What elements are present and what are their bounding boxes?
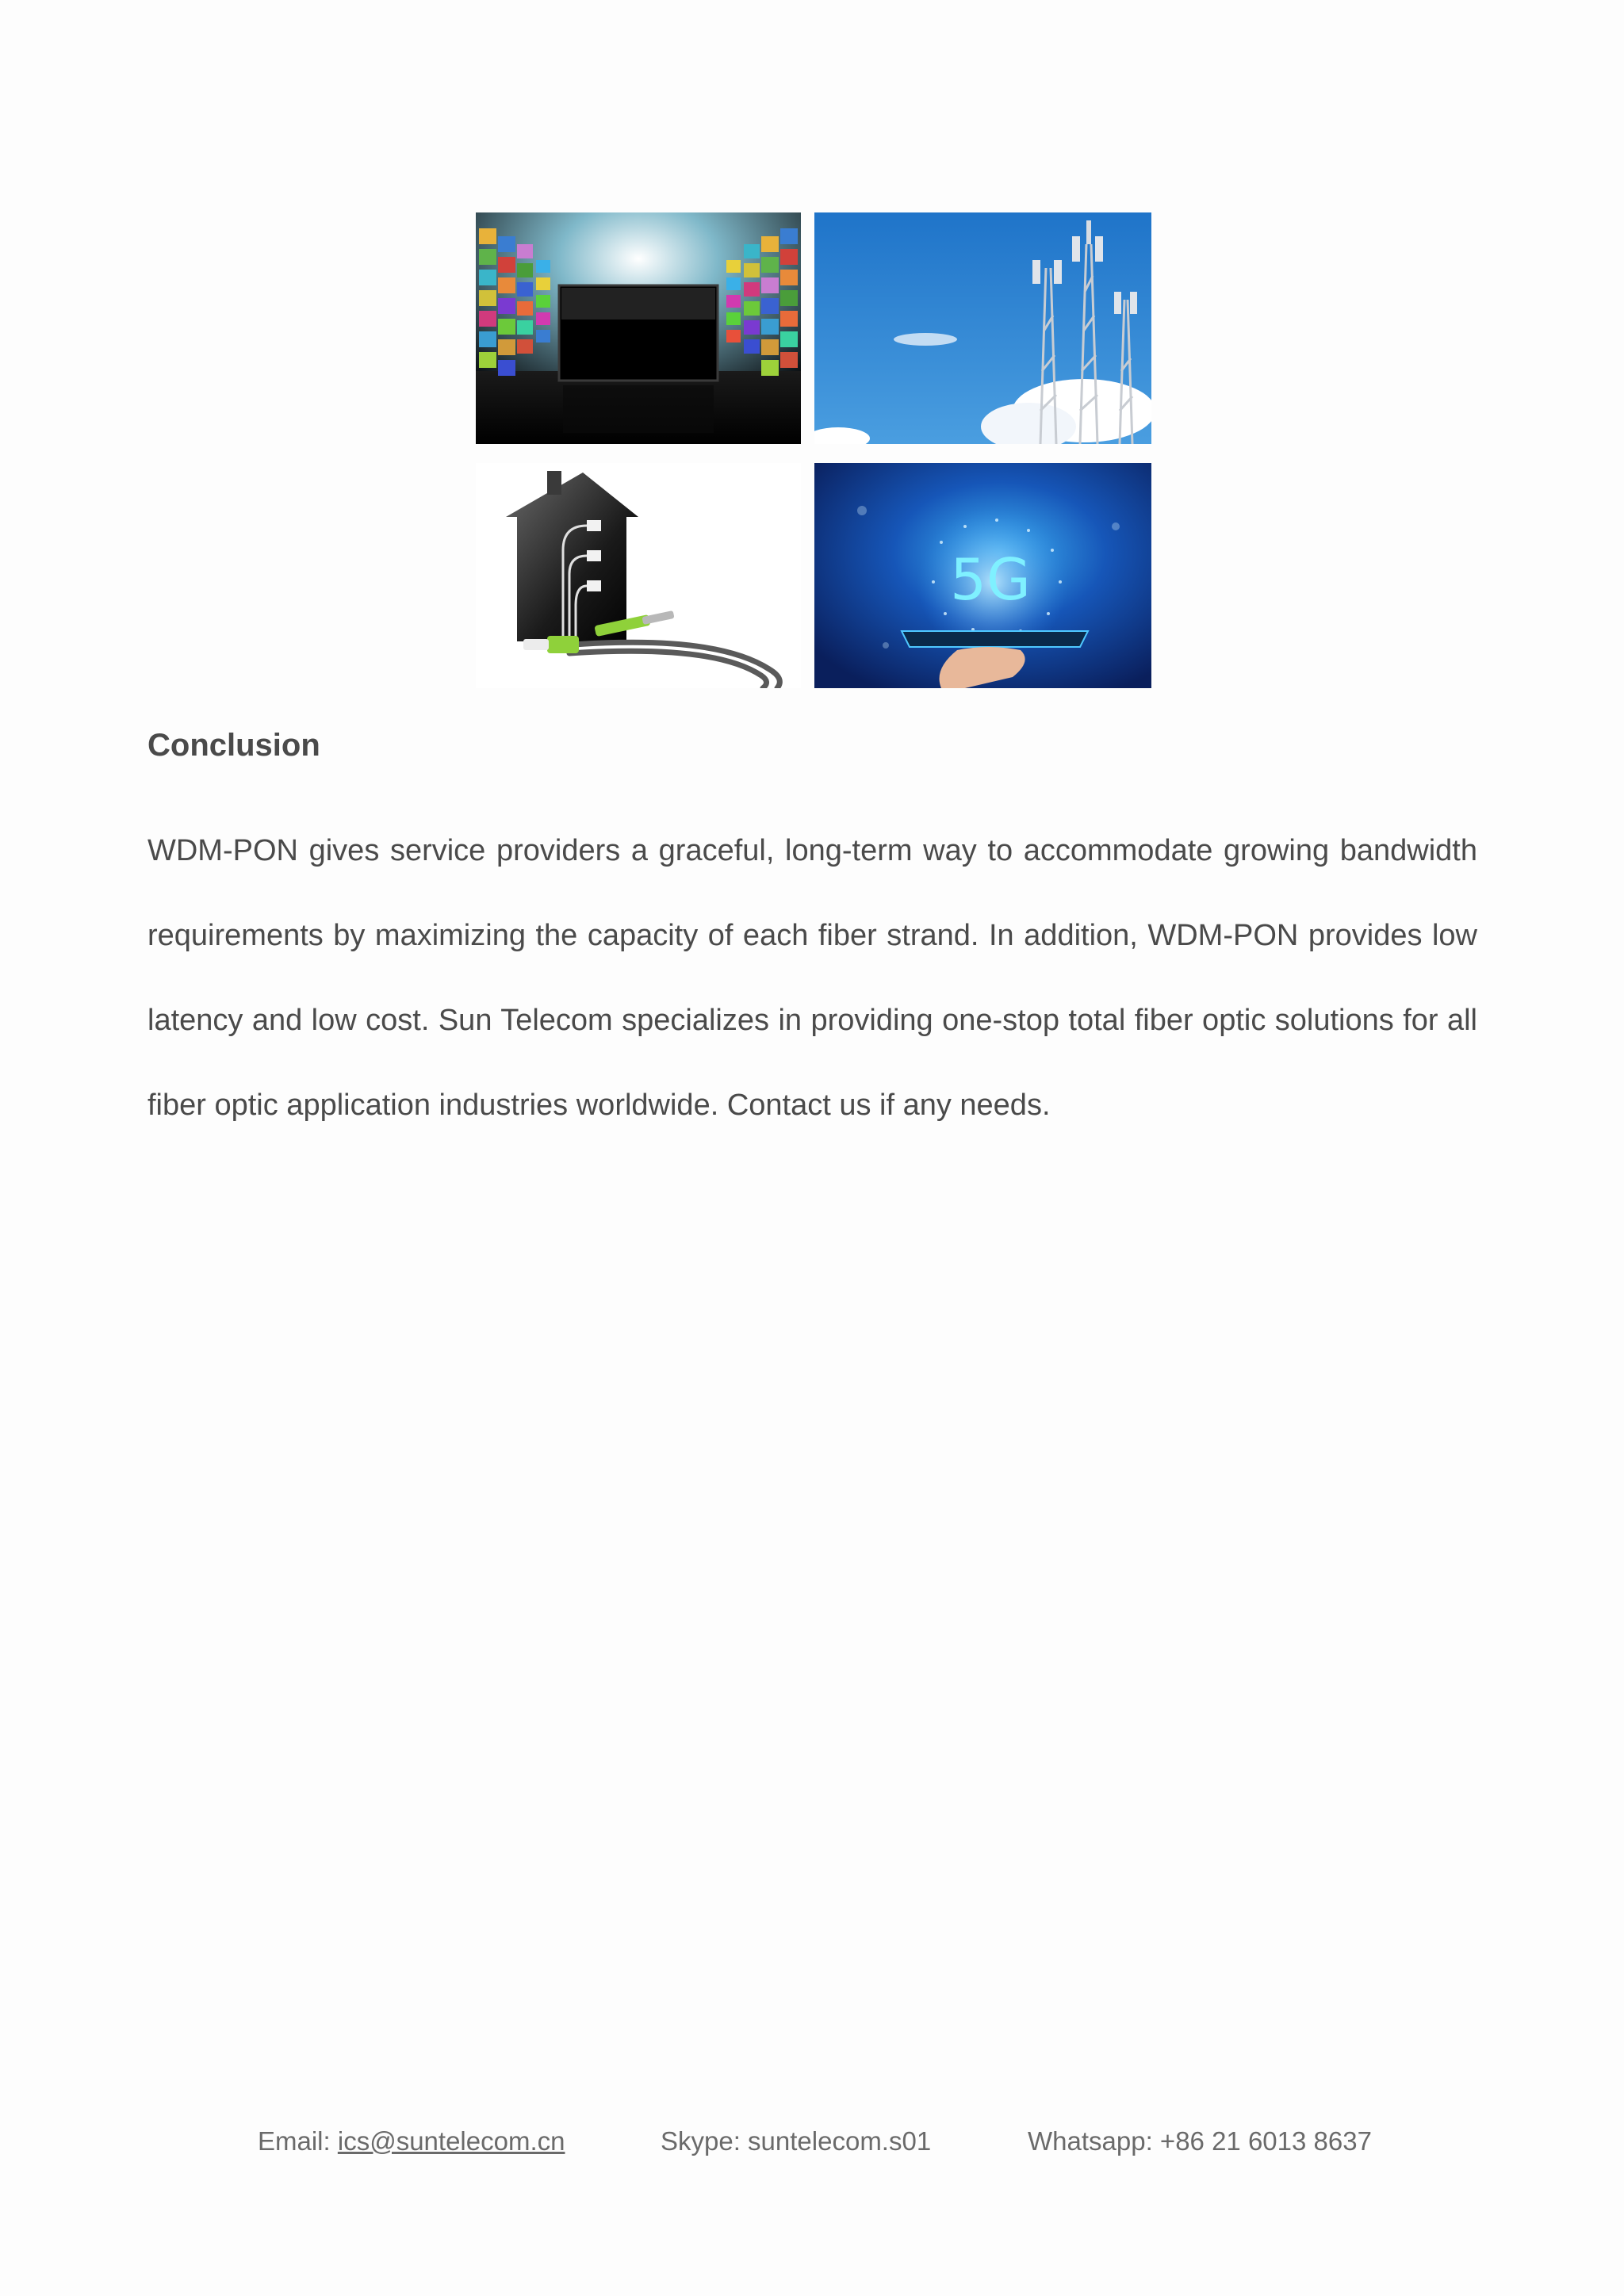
section-heading: Conclusion xyxy=(147,728,320,763)
conclusion-paragraph: WDM-PON gives service providers a graceful, long-term way to accommodate growing bandwidth requirements by maximizing the capacity of each fiber strand. In addition, WDM-PON provides low latency and low cost. Sun Telecom specializes in providing one-stop total fiber optic solutions for all fiber optic application industries worldwide. Contact us if any needs. xyxy=(147,834,1477,1122)
footer-skype: Skype: suntelecom.s01 xyxy=(661,2126,932,2156)
footer-email xyxy=(258,2126,565,2156)
fiber-house-image xyxy=(476,463,801,688)
email-link[interactable]: ics@suntelecom.cn xyxy=(337,2126,565,2156)
cell-tower-image xyxy=(814,212,1151,444)
footer-whatsapp: Whatsapp: +86 21 6013 8637 xyxy=(1028,2126,1372,2156)
image-grid xyxy=(476,212,1151,688)
footer-email-label: Email: xyxy=(258,2126,338,2156)
5g-label: 5G xyxy=(950,546,1031,613)
video-wall-image xyxy=(476,212,801,444)
5g-tablet-image xyxy=(814,463,1151,688)
